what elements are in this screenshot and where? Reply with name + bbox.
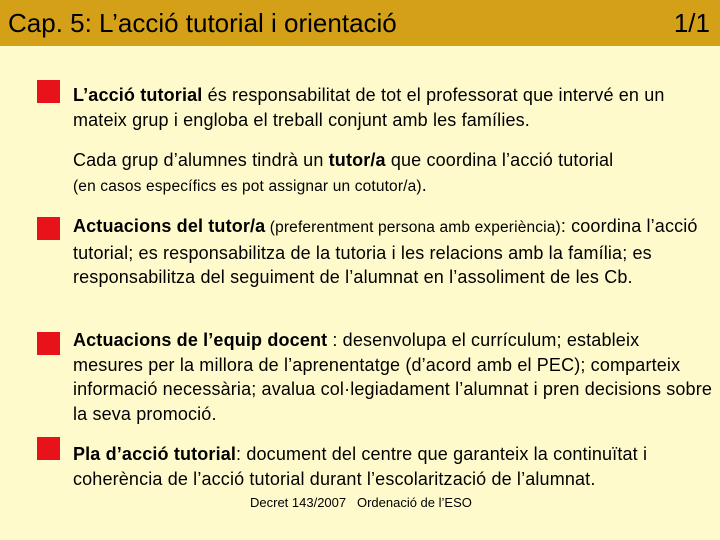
bold-term: Actuacions de l’equip docent [73,330,328,350]
paragraph-text: : coordina l’acció tutorial; es responsabilitza de la tutoria i les relacions amb la família; es responsabilitza del seguiment de l’alumnat en l’assoliment de les Cb. [73,216,698,287]
small-note: (preferentment persona amb experiència) [265,219,561,236]
bold-term: Pla d’acció tutorial [73,444,237,464]
title-bar [0,0,720,46]
bullet-square [37,80,60,103]
bold-term: L’acció tutorial [73,85,203,105]
page-number: 1/1 [673,8,710,38]
bold-term: tutor/a [328,150,386,170]
bullet-square [37,437,60,460]
paragraph-pla-accio [73,442,713,491]
paragraph-text: Cada grup d’alumnes tindrà un [73,150,329,170]
paragraph-actuacions-tutor [73,214,713,290]
slide-title: Cap. 5: L’acció tutorial i orientació [8,8,397,38]
bold-term: Actuacions del tutor/a [73,216,266,236]
footer-reference: Decret 143/2007 Ordenació de l’ESO [250,495,472,510]
bullet-square [37,332,60,355]
paragraph-text: és responsabilitat de tot el professorat que intervé en un mateix grup i engloba el treball conjunt amb les famílies. [73,85,665,130]
paragraph-text: : document del centre que garanteix la continuïtat i coherència de l’acció tutorial durant l’escolarització de l’alumnat. [73,444,648,489]
paragraph-text: . [421,174,427,195]
paragraph-grup-alumnes [73,148,713,199]
paragraph-text: que coordina l’acció tutorial [385,150,614,170]
small-note: (en casos específics es pot assignar un cotutor/a) [73,177,422,195]
paragraph-actuacions-equip [73,328,713,426]
paragraph-text: : desenvolupa el currículum; estableix mesures per la millora de l’aprenentatge (d’acord amb el PEC); comparteix informació necessària; avalua col·legiadament l’alumnat i pren decisions sobre la seva promoció. [73,330,713,424]
paragraph-accio-tutorial [73,83,713,132]
bullet-square [37,217,60,240]
